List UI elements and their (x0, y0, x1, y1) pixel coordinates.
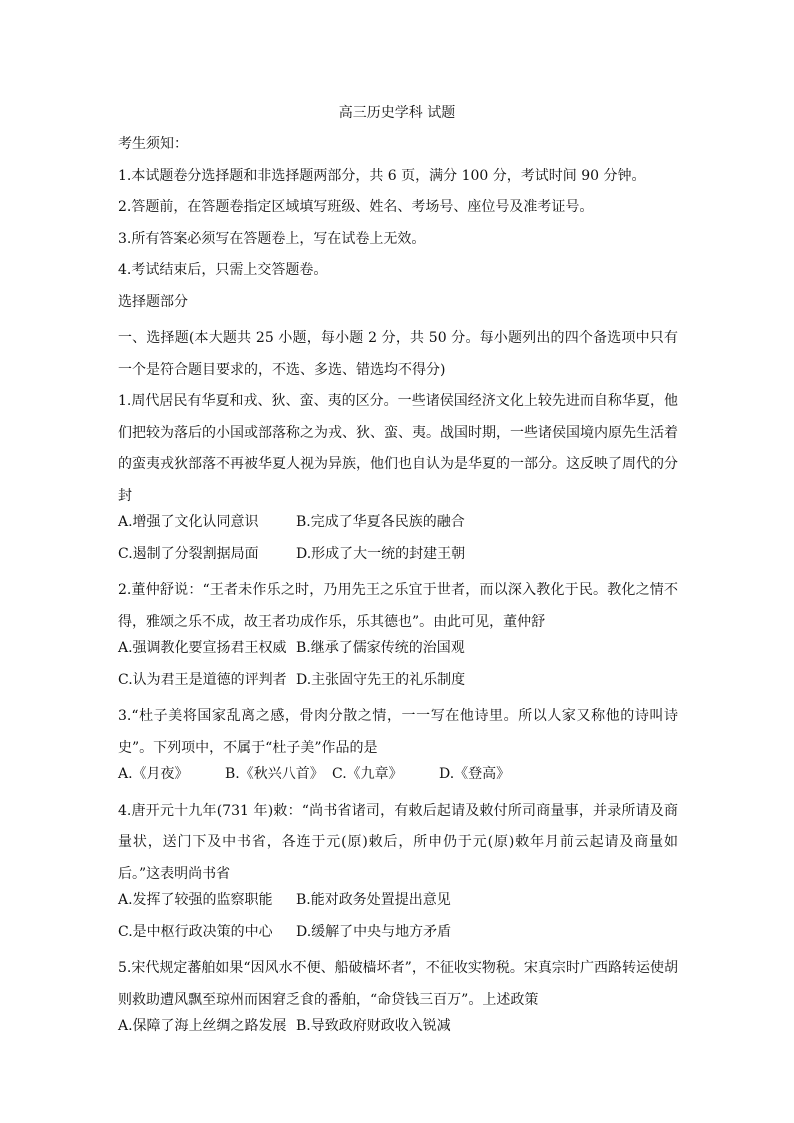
question-5-option-b[interactable]: B.导致政府财政收入锐减 (296, 1018, 451, 1034)
part1-intro: 一、选择题(本大题共 25 小题，每小题 2 分，共 50 分。每小题列出的四个备选项中只有一个是符合题目要求的，不选、多选、错选均不得分) (118, 330, 678, 378)
question-3-options-row (118, 764, 678, 796)
notice-item: 4.考试结束后，只需上交答题卷。 (118, 262, 328, 278)
question-5-stem: 5.宋代规定蕃舶如果“因风水不便、船破樯坏者”，不征收实物税。宋真宗时广西路转运使胡则救助遭风飘至琼州而困窘乏食的番舶，“命贷钱三百万”。上述政策 (118, 960, 678, 1008)
notice-heading: 考生须知： (118, 136, 188, 152)
question-4-option-b[interactable]: B.能对政务处置提出意见 (296, 892, 451, 908)
question-4-option-d[interactable]: D.缓解了中央与地方矛盾 (296, 923, 452, 940)
notice-item: 1.本试题卷分选择题和非选择题两部分，共 6 页，满分 100 分，考试时间 90 分钟。 (118, 167, 646, 184)
question-2-option-d[interactable]: D.主张固守先王的礼乐制度 (296, 671, 466, 688)
question-3-option-a[interactable]: A.《月夜》 (118, 766, 189, 782)
question-4-option-a[interactable]: A.发挥了较强的监察职能 (118, 892, 273, 908)
question-1-stem: 1.周代居民有华夏和戎、狄、蛮、夷的区分。一些诸侯国经济文化上较先进而自称华夏，他们把较为落后的小国或部落称之为戎、狄、蛮、夷。战国时期，一些诸侯国境内原先生活着的蛮夷戎狄部落不再被华夏人视为异族，他们也自认为是华夏的一部分。这反映了周代的分封 (118, 393, 678, 504)
question-2-options-row-1 (118, 638, 678, 670)
question-2-option-a[interactable]: A.强调教化要宣扬君王权威 (118, 640, 287, 656)
question-4-stem: 4.唐开元十九年(731 年)敕：“尚书省诸司，有敕后起请及敕付所司商量事，并录所请及商量状，送门下及中书省，各连于元(原)敕后，所申仍于元(原)敕年月前云起请及商量如后。”这表明尚书省 (118, 802, 678, 882)
exam-content (118, 134, 678, 1048)
question-5-option-a[interactable]: A.保障了海上丝绸之路发展 (118, 1018, 287, 1034)
question-2-options-row-2 (118, 670, 678, 702)
question-3-option-b[interactable]: B.《秋兴八首》 (225, 766, 324, 782)
question-2-option-c[interactable]: C.认为君王是道德的评判者 (118, 671, 287, 688)
section-title: 选择题部分 (118, 293, 188, 310)
question-4-options-row-1 (118, 890, 678, 922)
question-2-stem: 2.董仲舒说：“王者未作乐之时，乃用先王之乐宜于世者，而以深入教化于民。教化之情不得，雅颂之乐不成，故王者功成作乐，乐其德也”。由此可见，董仲舒 (118, 582, 678, 630)
question-4-options-row-2 (118, 922, 678, 954)
question-1-option-a[interactable]: A.增强了文化认同意识 (118, 514, 259, 530)
question-1-option-c[interactable]: C.遏制了分裂割据局面 (118, 545, 259, 562)
question-4-option-c[interactable]: C.是中枢行政决策的中心 (118, 923, 273, 940)
notice-item: 3.所有答案必须写在答题卷上，写在试卷上无效。 (118, 230, 426, 247)
question-3-option-d[interactable]: D.《登高》 (439, 766, 511, 782)
question-1-options-row-1 (118, 512, 678, 544)
question-2-option-b[interactable]: B.继承了儒家传统的治国观 (296, 640, 465, 656)
page-title: 高三历史学科 试题 (338, 105, 456, 121)
question-1-option-b[interactable]: B.完成了华夏各民族的融合 (296, 514, 465, 530)
question-3-option-c[interactable]: C.《九章》 (332, 766, 403, 782)
question-1-option-d[interactable]: D.形成了大一统的封建王朝 (296, 545, 466, 562)
question-1-options-row-2 (118, 544, 678, 576)
question-5-options-row-1 (118, 1016, 678, 1048)
notice-item: 2.答题前，在答题卷指定区域填写班级、姓名、考场号、座位号及准考证号。 (118, 199, 594, 215)
question-3-stem: 3.“杜子美将国家乱离之感，骨肉分散之情，一一写在他诗里。所以人家又称他的诗叫诗史”。下列项中，不属于“杜子美”作品的是 (118, 708, 678, 756)
